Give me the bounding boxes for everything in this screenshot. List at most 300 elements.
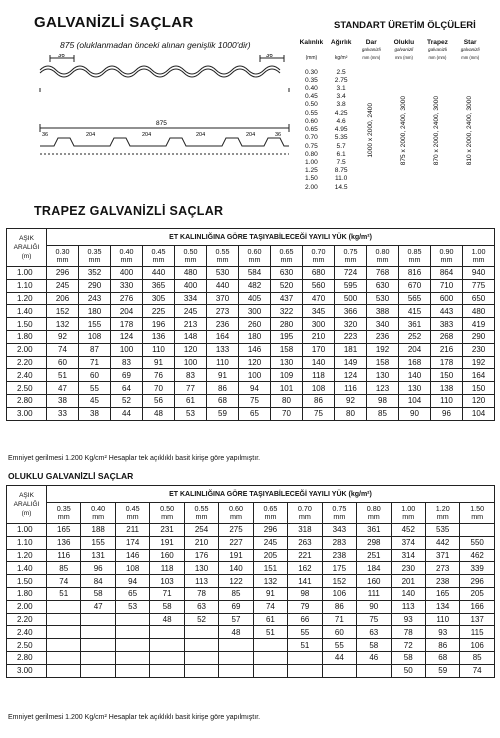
std-thickness-col xyxy=(296,62,327,192)
load-cell: 92 xyxy=(335,394,367,407)
load-cell xyxy=(184,651,218,664)
thickness-header: 1.50 mm xyxy=(460,503,495,524)
load-cell: 140 xyxy=(399,369,431,382)
load-cell: 69 xyxy=(111,369,143,382)
load-cell: 206 xyxy=(47,292,79,305)
load-cell: 482 xyxy=(239,279,271,292)
table-row xyxy=(7,664,495,677)
load-cell: 330 xyxy=(111,279,143,292)
thickness-header: 0.40 mm xyxy=(81,503,115,524)
bottom-dim-left: 36 xyxy=(42,132,49,138)
load-cell: 75 xyxy=(239,394,271,407)
load-cell: 130 xyxy=(184,562,218,575)
load-cell: 650 xyxy=(463,292,495,305)
thickness-header: 0.80 mm xyxy=(367,246,399,267)
span-cell: 1.10 xyxy=(7,279,47,292)
std-thickness: 0.60 xyxy=(304,117,318,125)
load-cell: 405 xyxy=(239,292,271,305)
std-thickness: 0.55 xyxy=(304,109,318,117)
load-cell: 204 xyxy=(399,343,431,356)
load-cell: 91 xyxy=(207,369,239,382)
load-cell: 110 xyxy=(143,343,175,356)
load-cell: 108 xyxy=(303,382,335,395)
table-row xyxy=(7,651,495,664)
load-cell: 130 xyxy=(367,369,399,382)
thickness-header: 0.45 mm xyxy=(143,246,175,267)
oluklu-title: OLUKLU GALVANİZLİ SAÇLAR xyxy=(8,471,134,481)
load-cell: 440 xyxy=(207,279,239,292)
load-cell: 130 xyxy=(399,382,431,395)
std-col-header: Kalınlık xyxy=(299,39,324,46)
load-cell: 58 xyxy=(150,600,184,613)
span-cell: 1.00 xyxy=(7,267,47,280)
load-cell: 236 xyxy=(207,318,239,331)
std-weight: 5.7 xyxy=(336,142,346,150)
load-cell: 415 xyxy=(399,305,431,318)
load-cell: 530 xyxy=(367,292,399,305)
load-cell: 83 xyxy=(175,369,207,382)
load-cell: 188 xyxy=(81,524,115,537)
load-cell: 124 xyxy=(111,330,143,343)
load-cell: 251 xyxy=(357,549,391,562)
span-cell: 1.50 xyxy=(7,575,47,588)
span-cell: 1.10 xyxy=(7,536,47,549)
std-weight: 4.95 xyxy=(334,126,348,134)
asik-label: (m) xyxy=(21,253,32,260)
std-weight: 14.5 xyxy=(334,183,348,191)
load-cell: 151 xyxy=(253,562,287,575)
std-col-header: Ağırlık xyxy=(330,39,352,46)
span-cell: 2.20 xyxy=(7,356,47,369)
std-thickness: 1.25 xyxy=(304,167,318,175)
load-cell: 178 xyxy=(111,318,143,331)
load-cell: 141 xyxy=(288,575,322,588)
load-cell: 71 xyxy=(322,613,356,626)
table-row xyxy=(7,549,495,562)
load-cell: 118 xyxy=(150,562,184,575)
load-cell xyxy=(47,664,81,677)
oluklu-footnote: Emniyet gerilmesi 1.200 Kg/cm² Hesaplar tek açıklıklı basit kirişe göre yapılmıştır. xyxy=(8,714,261,721)
load-cell: 122 xyxy=(219,575,253,588)
load-cell: 230 xyxy=(391,562,425,575)
table-row xyxy=(7,356,495,369)
load-cell: 318 xyxy=(288,524,322,537)
load-cell: 210 xyxy=(303,330,335,343)
thickness-header: 0.60 mm xyxy=(219,503,253,524)
load-cell: 174 xyxy=(115,536,149,549)
load-cell: 91 xyxy=(253,587,287,600)
load-cell: 452 xyxy=(391,524,425,537)
load-cell: 160 xyxy=(150,549,184,562)
trapez-footnote: Emniyet gerilmesi 1.200 Kg/cm² Hesaplar tek açıklıklı basit kirişe göre yapılmıştır. xyxy=(8,455,261,462)
load-cell: 724 xyxy=(335,267,367,280)
std-dar-sizes: 1000 x 2000, 2400 xyxy=(367,102,375,158)
load-cell: 600 xyxy=(431,292,463,305)
load-cell xyxy=(47,613,81,626)
load-cell: 60 xyxy=(47,356,79,369)
load-cell xyxy=(219,664,253,677)
load-cell: 334 xyxy=(175,292,207,305)
load-cell: 120 xyxy=(239,356,271,369)
oluklu-load-table xyxy=(6,485,495,678)
bottom-dim-4: 204 xyxy=(246,132,256,138)
load-cell: 55 xyxy=(322,639,356,652)
table-row xyxy=(7,305,495,318)
thickness-header: 0.45 mm xyxy=(115,503,149,524)
load-cell: 60 xyxy=(322,626,356,639)
load-cell: 63 xyxy=(357,626,391,639)
load-header: ET KALINLIĞINA GÖRE TAŞIYABİLECEĞİ YAYILI YÜK (kg/m²) xyxy=(47,229,495,246)
load-cell: 155 xyxy=(81,536,115,549)
load-cell: 47 xyxy=(81,600,115,613)
load-cell: 58 xyxy=(81,587,115,600)
load-cell: 462 xyxy=(460,549,495,562)
thickness-header: 0.70 mm xyxy=(303,246,335,267)
load-cell: 245 xyxy=(47,279,79,292)
load-cell: 231 xyxy=(150,524,184,537)
load-cell: 180 xyxy=(239,330,271,343)
std-trapez-sizes: 870 x 2000, 2400, 3000 xyxy=(433,95,441,165)
load-cell: 178 xyxy=(431,356,463,369)
load-cell: 170 xyxy=(303,343,335,356)
bottom-dim-1: 204 xyxy=(86,132,96,138)
table-row xyxy=(7,600,495,613)
load-cell: 437 xyxy=(271,292,303,305)
bottom-total-dim: 875 xyxy=(156,120,167,127)
load-cell: 195 xyxy=(271,330,303,343)
load-cell: 53 xyxy=(115,600,149,613)
asik-label: (m) xyxy=(21,510,32,517)
load-cell: 118 xyxy=(303,369,335,382)
load-cell: 191 xyxy=(219,549,253,562)
std-thickness: 0.65 xyxy=(304,126,318,134)
load-cell xyxy=(150,664,184,677)
load-cell: 137 xyxy=(460,613,495,626)
load-cell: 440 xyxy=(143,267,175,280)
load-cell: 260 xyxy=(239,318,271,331)
table-row xyxy=(7,343,495,356)
load-cell: 61 xyxy=(253,613,287,626)
std-thickness: 0.70 xyxy=(304,134,318,142)
load-cell: 165 xyxy=(425,587,459,600)
table-row xyxy=(7,369,495,382)
load-cell: 74 xyxy=(253,600,287,613)
load-cell: 236 xyxy=(367,330,399,343)
load-cell: 76 xyxy=(143,369,175,382)
load-cell: 204 xyxy=(111,305,143,318)
load-cell: 201 xyxy=(391,575,425,588)
load-cell: 400 xyxy=(175,279,207,292)
std-weight: 2.5 xyxy=(336,68,346,76)
table-row xyxy=(7,318,495,331)
load-cell: 383 xyxy=(431,318,463,331)
load-cell: 84 xyxy=(81,575,115,588)
load-cell: 75 xyxy=(303,407,335,420)
table-row xyxy=(7,394,495,407)
load-cell: 176 xyxy=(184,549,218,562)
load-cell: 480 xyxy=(175,267,207,280)
load-cell: 149 xyxy=(335,356,367,369)
load-cell: 500 xyxy=(335,292,367,305)
load-cell: 124 xyxy=(335,369,367,382)
bottom-dim-3: 204 xyxy=(196,132,206,138)
load-cell: 110 xyxy=(207,356,239,369)
std-col-header: Oluklu galvanizli xyxy=(393,39,415,52)
load-cell: 58 xyxy=(357,639,391,652)
load-cell: 33 xyxy=(47,407,79,420)
load-cell: 275 xyxy=(219,524,253,537)
load-cell: 51 xyxy=(253,626,287,639)
top-dim-right: 36 xyxy=(266,54,273,59)
load-cell: 136 xyxy=(47,536,81,549)
load-cell: 584 xyxy=(239,267,271,280)
thickness-header: 0.55 mm xyxy=(184,503,218,524)
load-cell: 108 xyxy=(115,562,149,575)
load-cell xyxy=(357,664,391,677)
load-cell xyxy=(184,639,218,652)
load-cell: 51 xyxy=(47,369,79,382)
load-cell xyxy=(219,639,253,652)
load-cell: 85 xyxy=(219,587,253,600)
thickness-header: 0.80 mm xyxy=(357,503,391,524)
load-cell: 296 xyxy=(47,267,79,280)
load-cell: 290 xyxy=(463,330,495,343)
span-cell: 2.40 xyxy=(7,626,47,639)
table-row xyxy=(7,279,495,292)
load-cell: 98 xyxy=(367,394,399,407)
std-weight: 8.75 xyxy=(334,167,348,175)
thickness-header: 1.00 mm xyxy=(391,503,425,524)
std-weight: 5.35 xyxy=(334,134,348,142)
load-cell: 339 xyxy=(460,562,495,575)
load-cell: 165 xyxy=(47,524,81,537)
load-cell: 101 xyxy=(271,382,303,395)
table-row xyxy=(7,562,495,575)
load-cell: 48 xyxy=(219,626,253,639)
load-cell: 940 xyxy=(463,267,495,280)
load-cell: 300 xyxy=(239,305,271,318)
load-cell: 345 xyxy=(303,305,335,318)
thickness-header: 0.90 mm xyxy=(431,246,463,267)
span-cell: 1.20 xyxy=(7,549,47,562)
load-cell: 530 xyxy=(207,267,239,280)
load-cell xyxy=(81,639,115,652)
table-row xyxy=(7,575,495,588)
load-cell: 132 xyxy=(47,318,79,331)
load-cell: 98 xyxy=(288,587,322,600)
load-cell: 296 xyxy=(253,524,287,537)
load-cell xyxy=(47,651,81,664)
thickness-header: 0.60 mm xyxy=(239,246,271,267)
load-cell: 123 xyxy=(367,382,399,395)
load-cell xyxy=(184,626,218,639)
load-cell xyxy=(150,639,184,652)
load-cell: 113 xyxy=(391,600,425,613)
load-cell: 56 xyxy=(143,394,175,407)
load-cell xyxy=(115,651,149,664)
load-cell: 263 xyxy=(288,536,322,549)
load-cell: 90 xyxy=(399,407,431,420)
std-weight: 4.6 xyxy=(336,117,346,125)
load-cell: 59 xyxy=(207,407,239,420)
load-cell: 106 xyxy=(460,639,495,652)
span-cell: 1.50 xyxy=(7,318,47,331)
std-thickness: 1.50 xyxy=(304,175,318,183)
load-cell: 74 xyxy=(460,664,495,677)
load-cell: 100 xyxy=(239,369,271,382)
load-cell: 52 xyxy=(184,613,218,626)
load-cell: 480 xyxy=(463,305,495,318)
load-cell: 268 xyxy=(431,330,463,343)
asik-label: AŞIK xyxy=(19,235,34,242)
load-cell: 79 xyxy=(288,600,322,613)
load-cell: 104 xyxy=(399,394,431,407)
load-cell: 91 xyxy=(143,356,175,369)
load-cell: 65 xyxy=(115,587,149,600)
std-weight: 3.8 xyxy=(336,101,346,109)
load-cell xyxy=(81,664,115,677)
load-cell: 85 xyxy=(47,562,81,575)
load-cell: 90 xyxy=(357,600,391,613)
load-cell: 65 xyxy=(239,407,271,420)
load-cell: 100 xyxy=(175,356,207,369)
load-cell: 290 xyxy=(79,279,111,292)
thickness-header: 0.35 mm xyxy=(79,246,111,267)
trapez-title: TRAPEZ GALVANİZLİ SAÇLAR xyxy=(34,204,224,218)
thickness-header: 0.65 mm xyxy=(253,503,287,524)
load-cell: 44 xyxy=(322,651,356,664)
load-cell: 148 xyxy=(175,330,207,343)
top-dim-left: 36 xyxy=(58,54,65,59)
load-cell xyxy=(460,524,495,537)
load-cell: 130 xyxy=(271,356,303,369)
load-cell: 69 xyxy=(219,600,253,613)
load-cell: 196 xyxy=(143,318,175,331)
load-cell: 146 xyxy=(239,343,271,356)
load-cell: 75 xyxy=(357,613,391,626)
load-cell: 192 xyxy=(463,356,495,369)
load-cell: 565 xyxy=(399,292,431,305)
thickness-header: 0.75 mm xyxy=(322,503,356,524)
load-cell: 223 xyxy=(335,330,367,343)
load-cell: 70 xyxy=(143,382,175,395)
load-cell: 61 xyxy=(175,394,207,407)
load-cell: 520 xyxy=(271,279,303,292)
load-cell: 280 xyxy=(271,318,303,331)
std-thickness: 0.50 xyxy=(304,101,318,109)
std-weight: 3.1 xyxy=(336,85,346,93)
load-cell: 216 xyxy=(431,343,463,356)
load-cell: 374 xyxy=(391,536,425,549)
load-cell: 400 xyxy=(111,267,143,280)
std-thickness: 0.40 xyxy=(304,85,318,93)
span-cell: 1.20 xyxy=(7,292,47,305)
std-weight: 6.1 xyxy=(336,150,346,158)
load-cell: 38 xyxy=(47,394,79,407)
load-cell: 63 xyxy=(184,600,218,613)
load-cell: 245 xyxy=(253,536,287,549)
asik-label: AŞIK xyxy=(19,492,34,499)
load-cell xyxy=(322,664,356,677)
load-cell: 158 xyxy=(367,356,399,369)
load-cell: 52 xyxy=(111,394,143,407)
load-cell xyxy=(150,651,184,664)
load-cell xyxy=(115,664,149,677)
load-cell: 595 xyxy=(335,279,367,292)
load-cell: 146 xyxy=(115,549,149,562)
table-row xyxy=(7,292,495,305)
load-cell: 133 xyxy=(207,343,239,356)
load-cell: 71 xyxy=(150,587,184,600)
load-cell xyxy=(115,639,149,652)
load-cell: 168 xyxy=(399,356,431,369)
span-cell: 2.40 xyxy=(7,369,47,382)
span-cell: 2.80 xyxy=(7,394,47,407)
load-cell: 86 xyxy=(322,600,356,613)
load-cell: 111 xyxy=(357,587,391,600)
table-row xyxy=(7,613,495,626)
load-cell xyxy=(47,639,81,652)
span-cell: 2.20 xyxy=(7,613,47,626)
bottom-dim-right: 36 xyxy=(275,132,282,138)
span-cell: 2.00 xyxy=(7,600,47,613)
load-cell: 150 xyxy=(431,369,463,382)
load-cell: 816 xyxy=(399,267,431,280)
load-cell xyxy=(253,639,287,652)
load-cell: 227 xyxy=(219,536,253,549)
load-cell: 106 xyxy=(322,587,356,600)
load-cell: 152 xyxy=(47,305,79,318)
table-row xyxy=(7,330,495,343)
load-cell: 221 xyxy=(288,549,322,562)
load-cell: 51 xyxy=(47,587,81,600)
load-cell: 86 xyxy=(207,382,239,395)
load-cell: 180 xyxy=(79,305,111,318)
load-cell: 45 xyxy=(79,394,111,407)
load-cell: 80 xyxy=(271,394,303,407)
load-cell xyxy=(47,626,81,639)
load-cell: 140 xyxy=(391,587,425,600)
load-cell xyxy=(115,626,149,639)
load-cell: 192 xyxy=(367,343,399,356)
load-cell: 55 xyxy=(288,626,322,639)
load-cell: 243 xyxy=(79,292,111,305)
load-cell: 86 xyxy=(303,394,335,407)
load-cell: 94 xyxy=(115,575,149,588)
thickness-header: 0.65 mm xyxy=(271,246,303,267)
subtitle: 875 (oluklanmadan önceki alınan genişlik 1000'dir) xyxy=(60,40,251,50)
span-cell: 2.50 xyxy=(7,639,47,652)
load-cell: 158 xyxy=(271,343,303,356)
load-cell: 58 xyxy=(391,651,425,664)
load-cell: 276 xyxy=(111,292,143,305)
load-cell: 103 xyxy=(150,575,184,588)
load-cell: 550 xyxy=(460,536,495,549)
load-cell: 80 xyxy=(335,407,367,420)
load-cell: 120 xyxy=(175,343,207,356)
std-table: Kalınlık Ağırlık Dar galvanizli Oluklu galvanizli Trapez galvanizli Star galvanizli (mm) kg/m² mm (mm) mm (mm) mm (mm) mm (mm) 0.30 0.35 0.40 0.45 0.50 0.55 0.60 0.65 0.70 0.75 0.80 1.00 1.25 1.50 2.00 2.5 2.75 3.1 3.4 3.8 4.25 4.6 4.95 5.35 5.7 6.1 7.5 8.75 11.0 14.5 1000 x 2000, 2400 875 x 2000, 2400, 3000 870 x 2000, 2400, 3000 810 x 2000, 2400, 3000 xyxy=(296,38,486,192)
load-cell: 38 xyxy=(79,407,111,420)
load-cell: 53 xyxy=(175,407,207,420)
load-cell: 322 xyxy=(271,305,303,318)
load-cell: 78 xyxy=(184,587,218,600)
thickness-header: 0.85 mm xyxy=(399,246,431,267)
load-cell: 470 xyxy=(303,292,335,305)
load-cell: 296 xyxy=(460,575,495,588)
load-cell: 225 xyxy=(143,305,175,318)
load-cell: 352 xyxy=(79,267,111,280)
load-cell: 210 xyxy=(184,536,218,549)
